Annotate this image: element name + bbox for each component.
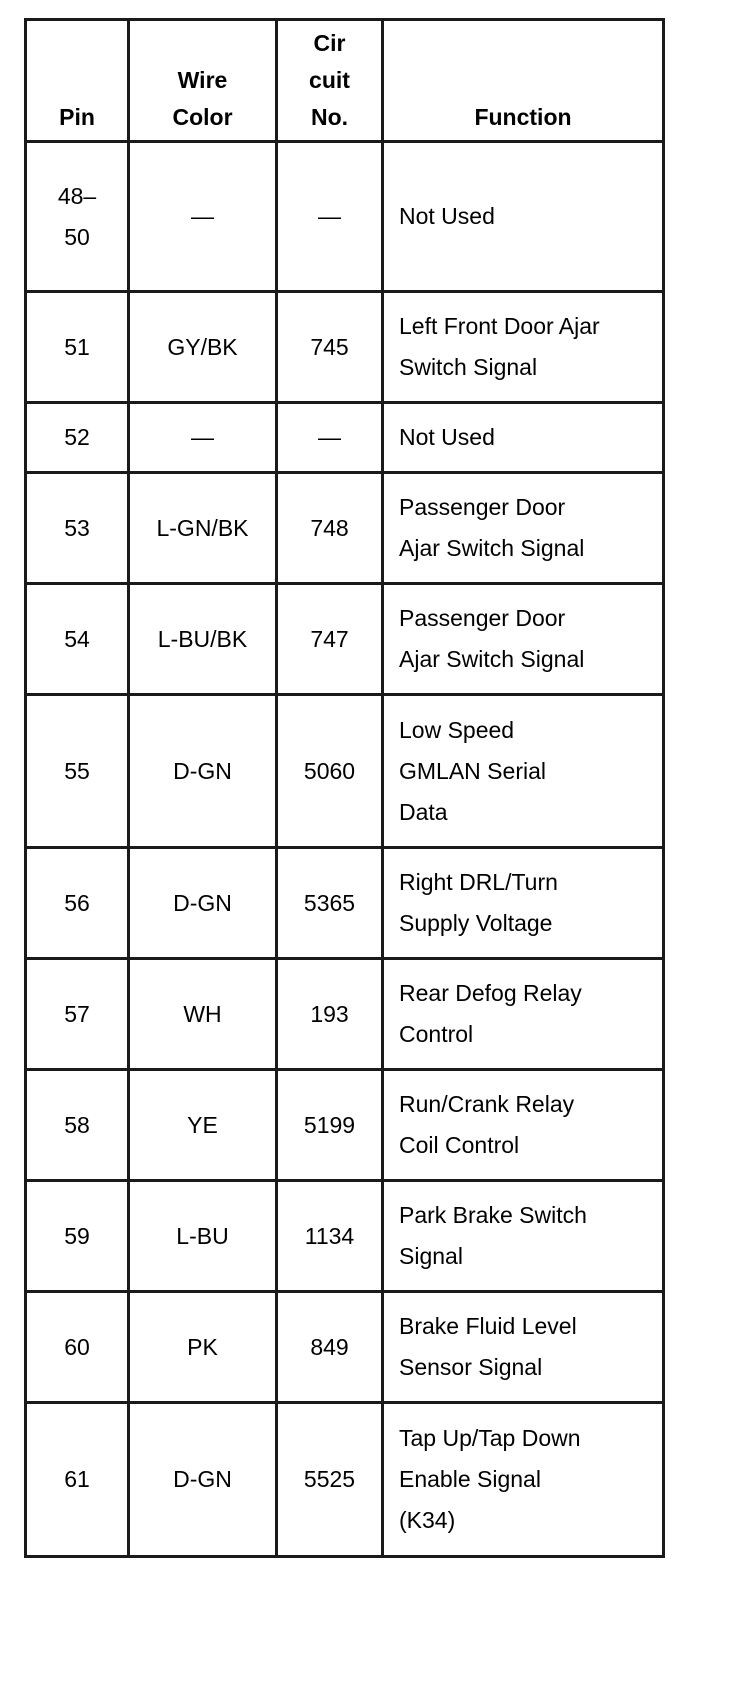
wire-color-cell: — [129,403,277,473]
circuit-no-cell: 849 [277,1292,383,1403]
table-row [26,403,664,473]
function-cell: Run/Crank Relay Coil Control [383,1070,664,1181]
pin-cell: 59 [26,1181,129,1292]
pin-cell: 53 [26,473,129,584]
wire-color-cell: D-GN [129,1403,277,1557]
pin-cell: 52 [26,403,129,473]
circuit-no-cell: 5525 [277,1403,383,1557]
table-row [26,142,664,292]
pin-cell: 60 [26,1292,129,1403]
pin-cell: 51 [26,292,129,403]
function-cell: Low Speed GMLAN Serial Data [383,695,664,848]
header-circuit-no: Cir cuit No. [277,20,383,142]
wire-color-cell: L-BU [129,1181,277,1292]
function-cell: Passenger Door Ajar Switch Signal [383,473,664,584]
table-row [26,1292,664,1403]
wire-color-cell: — [129,142,277,292]
wire-color-cell: WH [129,959,277,1070]
pin-cell: 48– 50 [26,142,129,292]
wire-color-cell: D-GN [129,695,277,848]
circuit-no-cell: 748 [277,473,383,584]
function-cell: Right DRL/Turn Supply Voltage [383,848,664,959]
function-cell: Brake Fluid Level Sensor Signal [383,1292,664,1403]
table-row [26,1403,664,1557]
wire-color-cell: GY/BK [129,292,277,403]
circuit-no-cell: 5199 [277,1070,383,1181]
pin-cell: 56 [26,848,129,959]
table-row [26,848,664,959]
pin-cell: 61 [26,1403,129,1557]
function-cell: Not Used [383,142,664,292]
circuit-no-cell: — [277,142,383,292]
pin-cell: 58 [26,1070,129,1181]
header-pin: Pin [26,20,129,142]
circuit-no-cell: 747 [277,584,383,695]
header-wire-color: Wire Color [129,20,277,142]
circuit-no-cell: 745 [277,292,383,403]
function-cell: Left Front Door Ajar Switch Signal [383,292,664,403]
wire-color-cell: PK [129,1292,277,1403]
table-row [26,473,664,584]
table-row [26,1181,664,1292]
table-header-row [26,20,664,142]
header-function: Function [383,20,664,142]
wire-color-cell: YE [129,1070,277,1181]
circuit-no-cell: — [277,403,383,473]
pin-assignment-table [24,18,665,1558]
pin-cell: 57 [26,959,129,1070]
table-row [26,695,664,848]
wire-color-cell: L-GN/BK [129,473,277,584]
table-row [26,1070,664,1181]
pin-cell: 54 [26,584,129,695]
pin-cell: 55 [26,695,129,848]
circuit-no-cell: 5365 [277,848,383,959]
function-cell: Tap Up/Tap Down Enable Signal (K34) [383,1403,664,1557]
table-row [26,292,664,403]
circuit-no-cell: 193 [277,959,383,1070]
table-row [26,959,664,1070]
wire-color-cell: L-BU/BK [129,584,277,695]
circuit-no-cell: 5060 [277,695,383,848]
circuit-no-cell: 1134 [277,1181,383,1292]
wire-color-cell: D-GN [129,848,277,959]
function-cell: Rear Defog Relay Control [383,959,664,1070]
function-cell: Passenger Door Ajar Switch Signal [383,584,664,695]
table-row [26,584,664,695]
function-cell: Not Used [383,403,664,473]
function-cell: Park Brake Switch Signal [383,1181,664,1292]
